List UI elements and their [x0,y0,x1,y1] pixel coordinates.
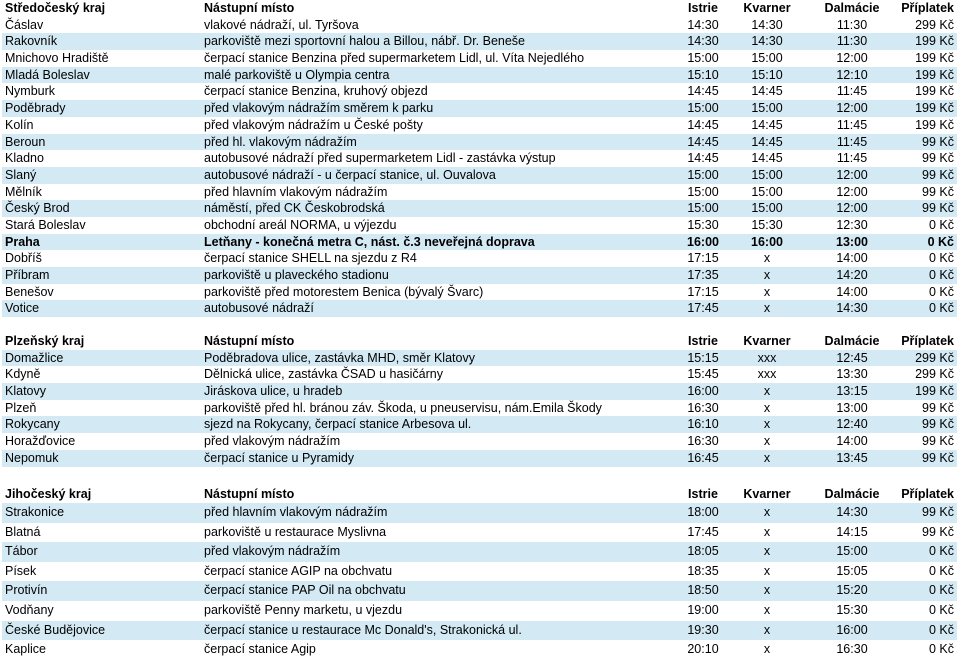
place-cell: vlakové nádraží, ul. Tyršova [204,17,359,32]
surcharge-cell: 99 Kč [922,201,954,216]
surcharge-cell: 0 Kč [928,301,954,316]
surcharge-cell: 299 Kč [915,17,954,32]
istrie-time-cell: 16:30 [687,400,719,415]
surcharge-cell: 199 Kč [915,51,954,66]
istrie-time-cell: 17:45 [687,301,719,316]
table-row [2,416,957,433]
dalmacie-time-cell: 13:45 [836,450,868,465]
place-cell: sjezd na Rokycany, čerpací stanice Arbesova ul. [204,417,472,432]
city-cell: Nepomuk [5,450,59,465]
table-header [2,333,957,350]
place-cell: autobusové nádraží [204,301,314,316]
surcharge-cell: 99 Kč [922,151,954,166]
surcharge-cell: 99 Kč [922,167,954,182]
dalmacie-time-cell: 16:30 [836,642,868,657]
dalmacie-time-cell: 14:00 [836,434,868,449]
kvarner-time-cell: 15:00 [751,184,783,199]
dalmacie-time-cell: 12:45 [836,350,868,365]
istrie-time-cell: 16:00 [687,384,719,399]
city-cell: Strakonice [5,505,65,519]
surcharge-cell: 99 Kč [922,184,954,199]
place-cell: čerpací stanice PAP Oil na obchvatu [204,583,406,598]
kvarner-time-cell: xxx [757,350,777,365]
surcharge-cell: 199 Kč [915,34,954,49]
kvarner-time-cell: x [763,505,771,519]
kvarner-time-cell: 14:30 [751,17,783,32]
table-row [2,184,957,201]
table-row [2,300,957,317]
city-cell: Mělník [5,184,42,199]
kvarner-time-cell: 14:45 [751,117,783,132]
city-cell: Praha [5,234,40,249]
istrie-time-cell: 18:50 [687,583,719,598]
region-table-stredocesky [2,0,957,317]
surcharge-cell: 0 Kč [928,544,954,559]
header-istrie: Istrie [688,334,718,348]
kvarner-time-cell: x [763,251,771,266]
place-cell: čerpací stanice SHELL na sjezdu z R4 [204,251,417,266]
table-row [2,250,957,267]
surcharge-cell: 99 Kč [922,400,954,415]
city-cell: Písek [5,563,37,578]
surcharge-cell: 99 Kč [922,450,954,465]
kvarner-time-cell: 14:45 [751,84,783,99]
place-cell: čerpací stanice u Pyramidy [204,450,355,465]
dalmacie-time-cell: 13:15 [836,384,868,399]
city-cell: Mnichovo Hradiště [5,51,109,66]
table-row [2,100,957,117]
istrie-time-cell: 16:30 [687,434,719,449]
istrie-time-cell: 16:10 [687,417,719,432]
header-priplatek: Příplatek [901,334,954,348]
istrie-time-cell: 18:00 [687,505,719,519]
istrie-time-cell: 17:15 [687,251,719,266]
table-row [2,640,957,660]
header-kvarner: Kvarner [743,1,791,15]
surcharge-cell: 0 Kč [928,217,954,232]
dalmacie-time-cell: 11:30 [836,34,868,49]
dalmacie-time-cell: 11:30 [836,17,868,32]
kvarner-time-cell: x [763,583,771,598]
kvarner-time-cell: 15:00 [751,167,783,182]
istrie-time-cell: 14:45 [687,134,719,149]
header-dalmacie: Dalmácie [824,1,880,15]
dalmacie-time-cell: 13:30 [836,367,868,382]
header-kvarner: Kvarner [743,334,791,348]
surcharge-cell: 0 Kč [928,251,954,266]
surcharge-cell: 99 Kč [922,434,954,449]
header-priplatek: Příplatek [901,1,954,15]
place-cell: před hlavním vlakovým nádražím [204,184,388,199]
kvarner-time-cell: x [763,622,771,637]
city-cell: Beroun [5,134,46,149]
table-row [2,581,957,601]
table-row [2,621,957,641]
place-cell: před vlakovým nádražím u České pošty [204,117,423,132]
table-row [2,542,957,562]
place-cell: Poděbradova ulice, zastávka MHD, směr Klatovy [204,350,475,365]
header-istrie: Istrie [688,1,718,15]
dalmacie-time-cell: 11:45 [836,151,868,166]
surcharge-cell: 199 Kč [915,117,954,132]
header-kvarner: Kvarner [743,487,791,501]
city-cell: Příbram [5,268,50,282]
istrie-time-cell: 15:45 [687,367,719,382]
place-cell: Dělnická ulice, zastávka ČSAD u hasičárny [204,367,443,382]
place-cell: parkoviště před hl. bránou záv. Škoda, u pneuservisu, nám.Emila Škody [204,400,602,415]
city-cell: Rokycany [5,417,60,432]
place-cell: parkoviště mezi sportovní halou a Billou, nábř. Dr. Beneše [204,34,526,49]
dalmacie-time-cell: 14:15 [836,524,868,539]
place-cell: náměstí, před CK Českobrodská [204,201,385,216]
table-row [2,383,957,400]
istrie-time-cell: 20:10 [687,642,719,657]
city-cell: Kdyně [5,367,41,382]
surcharge-cell: 199 Kč [915,67,954,82]
table-row [2,234,957,251]
surcharge-cell: 99 Kč [922,524,954,539]
dalmacie-time-cell: 12:00 [836,184,868,199]
surcharge-cell: 0 Kč [928,563,954,578]
table-row [2,217,957,234]
istrie-time-cell: 18:35 [687,563,719,578]
surcharge-cell: 0 Kč [928,268,954,282]
istrie-time-cell: 15:00 [687,184,719,199]
kvarner-time-cell: 15:00 [751,51,783,66]
istrie-time-cell: 17:35 [687,268,719,282]
city-cell: Horažďovice [5,434,76,449]
dalmacie-time-cell: 12:10 [836,67,868,82]
table-row [2,267,957,284]
surcharge-cell: 99 Kč [922,134,954,149]
city-cell: Poděbrady [5,101,66,116]
place-cell: parkoviště u restaurace Myslivna [204,524,387,539]
dalmacie-time-cell: 12:40 [836,417,868,432]
place-cell: obchodní areál NORMA, u výjezdu [204,217,397,232]
table-row [2,134,957,151]
dalmacie-time-cell: 15:30 [836,602,868,617]
istrie-time-cell: 14:45 [687,151,719,166]
kvarner-time-cell: x [763,268,771,282]
istrie-time-cell: 18:05 [687,544,719,559]
dalmacie-time-cell: 12:00 [836,51,868,66]
istrie-time-cell: 14:45 [687,117,719,132]
kvarner-time-cell: x [763,563,771,578]
istrie-time-cell: 15:00 [687,51,719,66]
place-cell: čerpací stanice AGIP na obchvatu [204,563,393,578]
place-cell: autobusové nádraží - u čerpací stanice, ul. Ouvalova [204,167,496,182]
surcharge-cell: 0 Kč [928,583,954,598]
place-cell: před hlavním vlakovým nádražím [204,505,388,519]
place-cell: malé parkoviště u Olympia centra [204,67,390,82]
header-region: Jihočeský kraj [5,487,92,501]
istrie-time-cell: 15:00 [687,101,719,116]
dalmacie-time-cell: 14:20 [836,268,868,282]
region-table-jihocesky [2,486,957,660]
surcharge-cell: 0 Kč [927,234,954,249]
header-dalmacie: Dalmácie [824,334,880,348]
surcharge-cell: 0 Kč [928,642,954,657]
region-table-plzensky [2,333,957,467]
surcharge-cell: 99 Kč [922,505,954,519]
place-cell: před hl. vlakovým nádražím [204,134,357,149]
table-row [2,167,957,184]
place-cell: parkoviště před motorestem Benica (bývalý Švarc) [204,284,484,299]
kvarner-time-cell: 15:00 [751,201,783,216]
dalmacie-time-cell: 15:05 [836,563,868,578]
city-cell: Plzeň [5,400,37,415]
place-cell: Jiráskova ulice, u hradeb [204,384,343,399]
city-cell: Domažlice [5,350,64,365]
table-row [2,83,957,100]
place-cell: čerpací stanice Benzina, kruhový objezd [204,84,428,99]
kvarner-time-cell: 16:00 [751,234,783,249]
surcharge-cell: 299 Kč [915,350,954,365]
dalmacie-time-cell: 14:00 [836,251,868,266]
city-cell: České Budějovice [5,622,106,637]
city-cell: Votice [5,301,40,316]
dalmacie-time-cell: 11:45 [836,117,868,132]
place-cell: autobusové nádraží před supermarketem Lidl - zastávka výstup [204,151,556,166]
dalmacie-time-cell: 15:00 [836,544,868,559]
table-row [2,433,957,450]
dalmacie-time-cell: 12:00 [836,201,868,216]
istrie-time-cell: 19:00 [687,602,719,617]
city-cell: Mladá Boleslav [5,67,90,82]
surcharge-cell: 99 Kč [922,417,954,432]
dalmacie-time-cell: 14:30 [836,301,868,316]
kvarner-time-cell: 14:45 [751,134,783,149]
table-row [2,200,957,217]
header-place: Nástupní místo [204,487,295,501]
kvarner-time-cell: x [763,450,771,465]
city-cell: Slaný [5,167,37,182]
dalmacie-time-cell: 13:00 [836,234,868,249]
surcharge-cell: 199 Kč [915,84,954,99]
kvarner-time-cell: x [763,544,771,559]
place-cell: Letňany - konečná metra C, nást. č.3 neveřejná doprava [204,234,535,249]
table-row [2,17,957,34]
istrie-time-cell: 14:30 [687,17,719,32]
city-cell: Kaplice [5,642,46,657]
kvarner-time-cell: 15:00 [751,101,783,116]
dalmacie-time-cell: 13:00 [836,400,868,415]
header-dalmacie: Dalmácie [824,487,880,501]
kvarner-time-cell: x [763,642,771,657]
istrie-time-cell: 15:00 [687,201,719,216]
surcharge-cell: 299 Kč [915,367,954,382]
istrie-time-cell: 14:30 [687,34,719,49]
city-cell: Benešov [5,284,54,299]
table-header [2,486,957,503]
kvarner-time-cell: x [763,400,771,415]
kvarner-time-cell: x [763,524,771,539]
dalmacie-time-cell: 12:30 [836,217,868,232]
city-cell: Klatovy [5,384,46,399]
istrie-time-cell: 15:15 [687,350,719,365]
city-cell: Blatná [5,524,41,539]
dalmacie-time-cell: 14:00 [836,284,868,299]
dalmacie-time-cell: 12:00 [836,101,868,116]
city-cell: Český Brod [5,201,70,216]
dalmacie-time-cell: 15:20 [836,583,868,598]
kvarner-time-cell: 14:30 [751,34,783,49]
city-cell: Dobříš [5,251,42,266]
city-cell: Kolín [5,117,34,132]
city-cell: Stará Boleslav [5,217,86,232]
place-cell: parkoviště Penny marketu, u vjezdu [204,602,403,617]
header-place: Nástupní místo [204,334,295,348]
kvarner-time-cell: x [763,301,771,316]
place-cell: parkoviště u plaveckého stadionu [204,268,389,282]
place-cell: čerpací stanice Benzina před supermarketem Lidl, ul. Víta Nejedlého [204,51,585,66]
place-cell: čerpací stanice u restaurace Mc Donald's, Strakonická ul. [204,622,522,637]
city-cell: Tábor [5,544,38,559]
table-row [2,150,957,167]
istrie-time-cell: 15:30 [687,217,719,232]
kvarner-time-cell: x [763,284,771,299]
kvarner-time-cell: x [763,417,771,432]
istrie-time-cell: 15:00 [687,167,719,182]
city-cell: Vodňany [5,602,54,617]
place-cell: před vlakovým nádražím směrem k parku [204,101,434,116]
istrie-time-cell: 16:45 [687,450,719,465]
dalmacie-time-cell: 14:30 [836,505,868,519]
header-place: Nástupní místo [204,1,295,15]
city-cell: Čáslav [5,17,44,32]
dalmacie-time-cell: 11:45 [836,134,868,149]
header-region: Středočeský kraj [5,1,106,15]
istrie-time-cell: 15:10 [687,67,719,82]
kvarner-time-cell: x [763,384,771,399]
kvarner-time-cell: x [763,602,771,617]
istrie-time-cell: 19:30 [687,622,719,637]
table-header [2,0,957,17]
table-row [2,523,957,543]
surcharge-cell: 0 Kč [928,622,954,637]
table-row [2,117,957,134]
table-row [2,284,957,301]
table-row [2,601,957,621]
table-row [2,366,957,383]
city-cell: Kladno [5,151,44,166]
kvarner-time-cell: 15:10 [751,67,783,82]
istrie-time-cell: 17:15 [687,284,719,299]
city-cell: Rakovník [5,34,58,49]
istrie-time-cell: 17:45 [687,524,719,539]
surcharge-cell: 199 Kč [915,101,954,116]
dalmacie-time-cell: 11:45 [836,84,868,99]
table-row [2,50,957,67]
table-row [2,350,957,367]
place-cell: před vlakovým nádražím [204,544,341,559]
table-row [2,450,957,467]
table-row [2,562,957,582]
city-cell: Nymburk [5,84,56,99]
place-cell: čerpací stanice Agip [204,642,316,657]
table-row [2,33,957,50]
dalmacie-time-cell: 12:00 [836,167,868,182]
kvarner-time-cell: x [763,434,771,449]
city-cell: Protivín [5,583,48,598]
istrie-time-cell: 14:45 [687,84,719,99]
surcharge-cell: 0 Kč [928,284,954,299]
surcharge-cell: 0 Kč [928,602,954,617]
table-row [2,67,957,84]
dalmacie-time-cell: 16:00 [836,622,868,637]
kvarner-time-cell: xxx [757,367,777,382]
header-region: Plzeňský kraj [5,334,85,348]
kvarner-time-cell: 14:45 [751,151,783,166]
header-priplatek: Příplatek [901,487,954,501]
kvarner-time-cell: 15:30 [751,217,783,232]
table-row [2,503,957,523]
place-cell: před vlakovým nádražím [204,434,341,449]
header-istrie: Istrie [688,487,718,501]
surcharge-cell: 199 Kč [915,384,954,399]
table-row [2,400,957,417]
istrie-time-cell: 16:00 [687,234,719,249]
